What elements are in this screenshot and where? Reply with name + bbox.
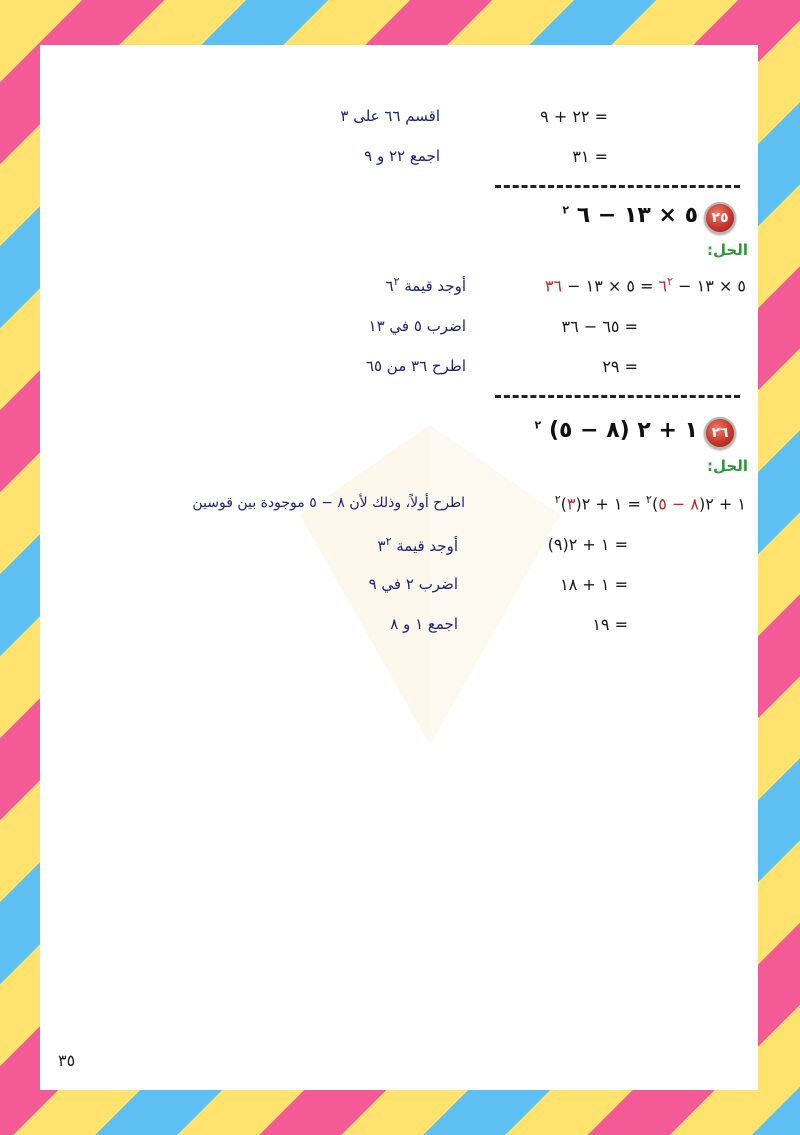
exponent: ٢ [393, 275, 400, 288]
solution-label: الحل: [707, 241, 748, 259]
exponent: ٢ [646, 493, 652, 506]
step-note: اضرب ٥ في ١٣ [368, 317, 466, 335]
calc-line: = ١٩ [592, 615, 628, 634]
calc-line: = ٢٢ + ٩ [540, 107, 608, 126]
step-note [378, 535, 459, 555]
calc-part: ٥ × ١٣ − [673, 276, 746, 296]
calc-part: = ٥ × ١٣ − [562, 276, 659, 296]
calc-line: = ٢٩ [602, 357, 638, 376]
calc-line [555, 493, 746, 513]
problem-expression [535, 418, 698, 443]
dashed-divider [495, 185, 740, 188]
step-note: اجمع ٢٢ و ٩ [364, 147, 440, 165]
step-note: اطرح أولاً، وذلك لأن ٨ − ٥ موجودة بين قوسين [192, 495, 465, 511]
problem-expression [562, 203, 698, 228]
exponent: ٢ [385, 535, 392, 548]
highlight-term: ٨ − ٥ [658, 494, 699, 514]
dashed-divider [495, 395, 740, 398]
problem-number-badge: ٢٥ [704, 202, 736, 234]
step-note-text: أوجد قيمة ٦ [385, 277, 466, 295]
calc-part: = ١ + ٢( [575, 494, 647, 514]
step-note: اجمع ١ و ٨ [390, 615, 458, 633]
step-note-text: أوجد قيمة ٣ [377, 537, 458, 555]
calc-part: ) [560, 494, 567, 514]
exponent: ٢ [534, 418, 542, 432]
step-note: اقسم ٦٦ على ٣ [340, 107, 440, 125]
problem-expression-text: ٥ × ١٣ − ٦ [576, 203, 698, 228]
page-sheet [40, 45, 758, 1090]
step-note [386, 275, 467, 295]
page-number: ٣٥ [58, 1051, 76, 1070]
problem-number-badge: ٢٦ [704, 417, 736, 449]
highlight-term: ٣ [566, 494, 576, 514]
highlight-term: ٣٦ [544, 276, 563, 296]
highlight-term: ٦ [658, 276, 668, 296]
exponent: ٢ [554, 493, 561, 506]
calc-line [545, 275, 746, 295]
solution-label: الحل: [707, 457, 748, 475]
step-note: اطرح ٣٦ من ٦٥ [365, 357, 466, 375]
calc-part: ) [651, 494, 659, 514]
problem-expression-text: ١ + ٢ (٨ − ٥) [548, 418, 698, 443]
calc-line: = ١ + ٢(٩) [547, 535, 628, 554]
calc-line: = ١ + ١٨ [560, 575, 628, 594]
calc-line: = ٦٥ − ٣٦ [561, 317, 638, 336]
calc-line: = ٣١ [572, 147, 608, 166]
calc-part: ١ + ٢( [698, 494, 746, 514]
step-note: اضرب ٢ في ٩ [368, 575, 458, 593]
exponent: ٢ [667, 275, 674, 288]
exponent: ٢ [562, 203, 570, 217]
